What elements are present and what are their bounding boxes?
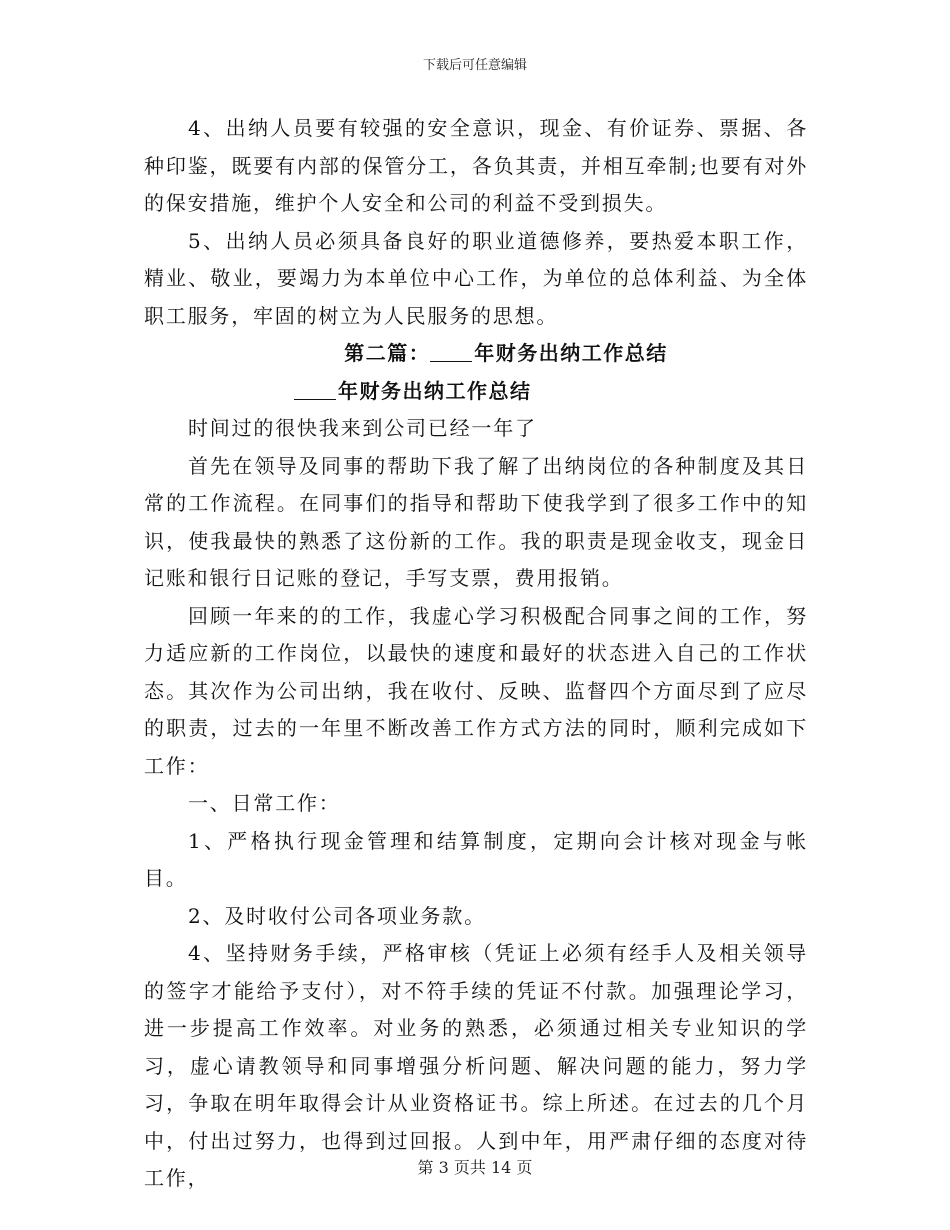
list-item-1: 1、严格执行现金管理和结算制度，定期向会计核对现金与帐目。	[144, 828, 808, 890]
paragraph-review: 回顾一年来的的工作，我虚心学习积极配合同事之间的工作，努力适应新的工作岗位，以最快的速度和最好的状态进入自己的工作状态。其次作为公司出纳，我在收付、反映、监督四个方面尽到了应尽的职责，过去的一年里不断改善工作方式方法的同时，顺利完成如下工作：	[144, 603, 808, 778]
section-heading-title: 年财务出纳工作总结	[474, 341, 668, 365]
list-item-4: 4、坚持财务手续，严格审核（凭证上必须有经手人及相关领导的签字才能给予支付），对不符手续的凭证不付款。加强理论学习，进一步提高工作效率。对业务的熟悉，必须通过相关专业知识的学习，虚心请教领导和同事增强分析问题、解决问题的能力，努力学习，争取在明年取得会计从业资格证书。综上所述。在过去的几个月中，付出过努力，也得到过回报。人到中年，用严肃仔细的态度对待工作，	[144, 941, 808, 1190]
list-heading-daily-work: 一、日常工作：	[188, 791, 341, 815]
page-footer: 第 3 页共 14 页	[417, 1158, 533, 1177]
section-subheading	[294, 373, 808, 411]
document-body	[144, 110, 808, 1198]
paragraph-intro: 时间过的很快我来到公司已经一年了	[188, 416, 537, 440]
list-item-2: 2、及时收付公司各项业务款。	[188, 903, 486, 928]
paragraph-4-safety: 4、出纳人员要有较强的安全意识，现金、有价证券、票据、各种印鉴，既要有内部的保管分工，各负其责，并相互牵制;也要有对外的保安措施，维护个人安全和公司的利益不受到损失。	[144, 116, 808, 215]
paragraph-5-ethics: 5、出纳人员必须具备良好的职业道德修养，要热爱本职工作，精业、敬业，要竭力为本单位中心工作，为单位的总体利益、为全体职工服务，牢固的树立为人民服务的思想。	[144, 228, 808, 328]
paragraph-first: 首先在领导及同事的帮助下我了解了出纳岗位的各种制度及其日常的工作流程。在同事们的指导和帮助下使我学到了很多工作中的知识，使我最快的熟悉了这份新的工作。我的职责是现金收支，现金日记账和银行日记账的登记，手写支票，费用报销。	[144, 453, 808, 590]
blank-underline	[294, 399, 336, 400]
page-header: 下载后可任意编辑	[422, 58, 527, 73]
section-subheading-title: 年财务出纳工作总结	[338, 378, 532, 403]
section-heading-prefix: 第二篇：	[344, 341, 431, 365]
section-heading	[204, 335, 808, 373]
blank-underline	[430, 361, 472, 362]
